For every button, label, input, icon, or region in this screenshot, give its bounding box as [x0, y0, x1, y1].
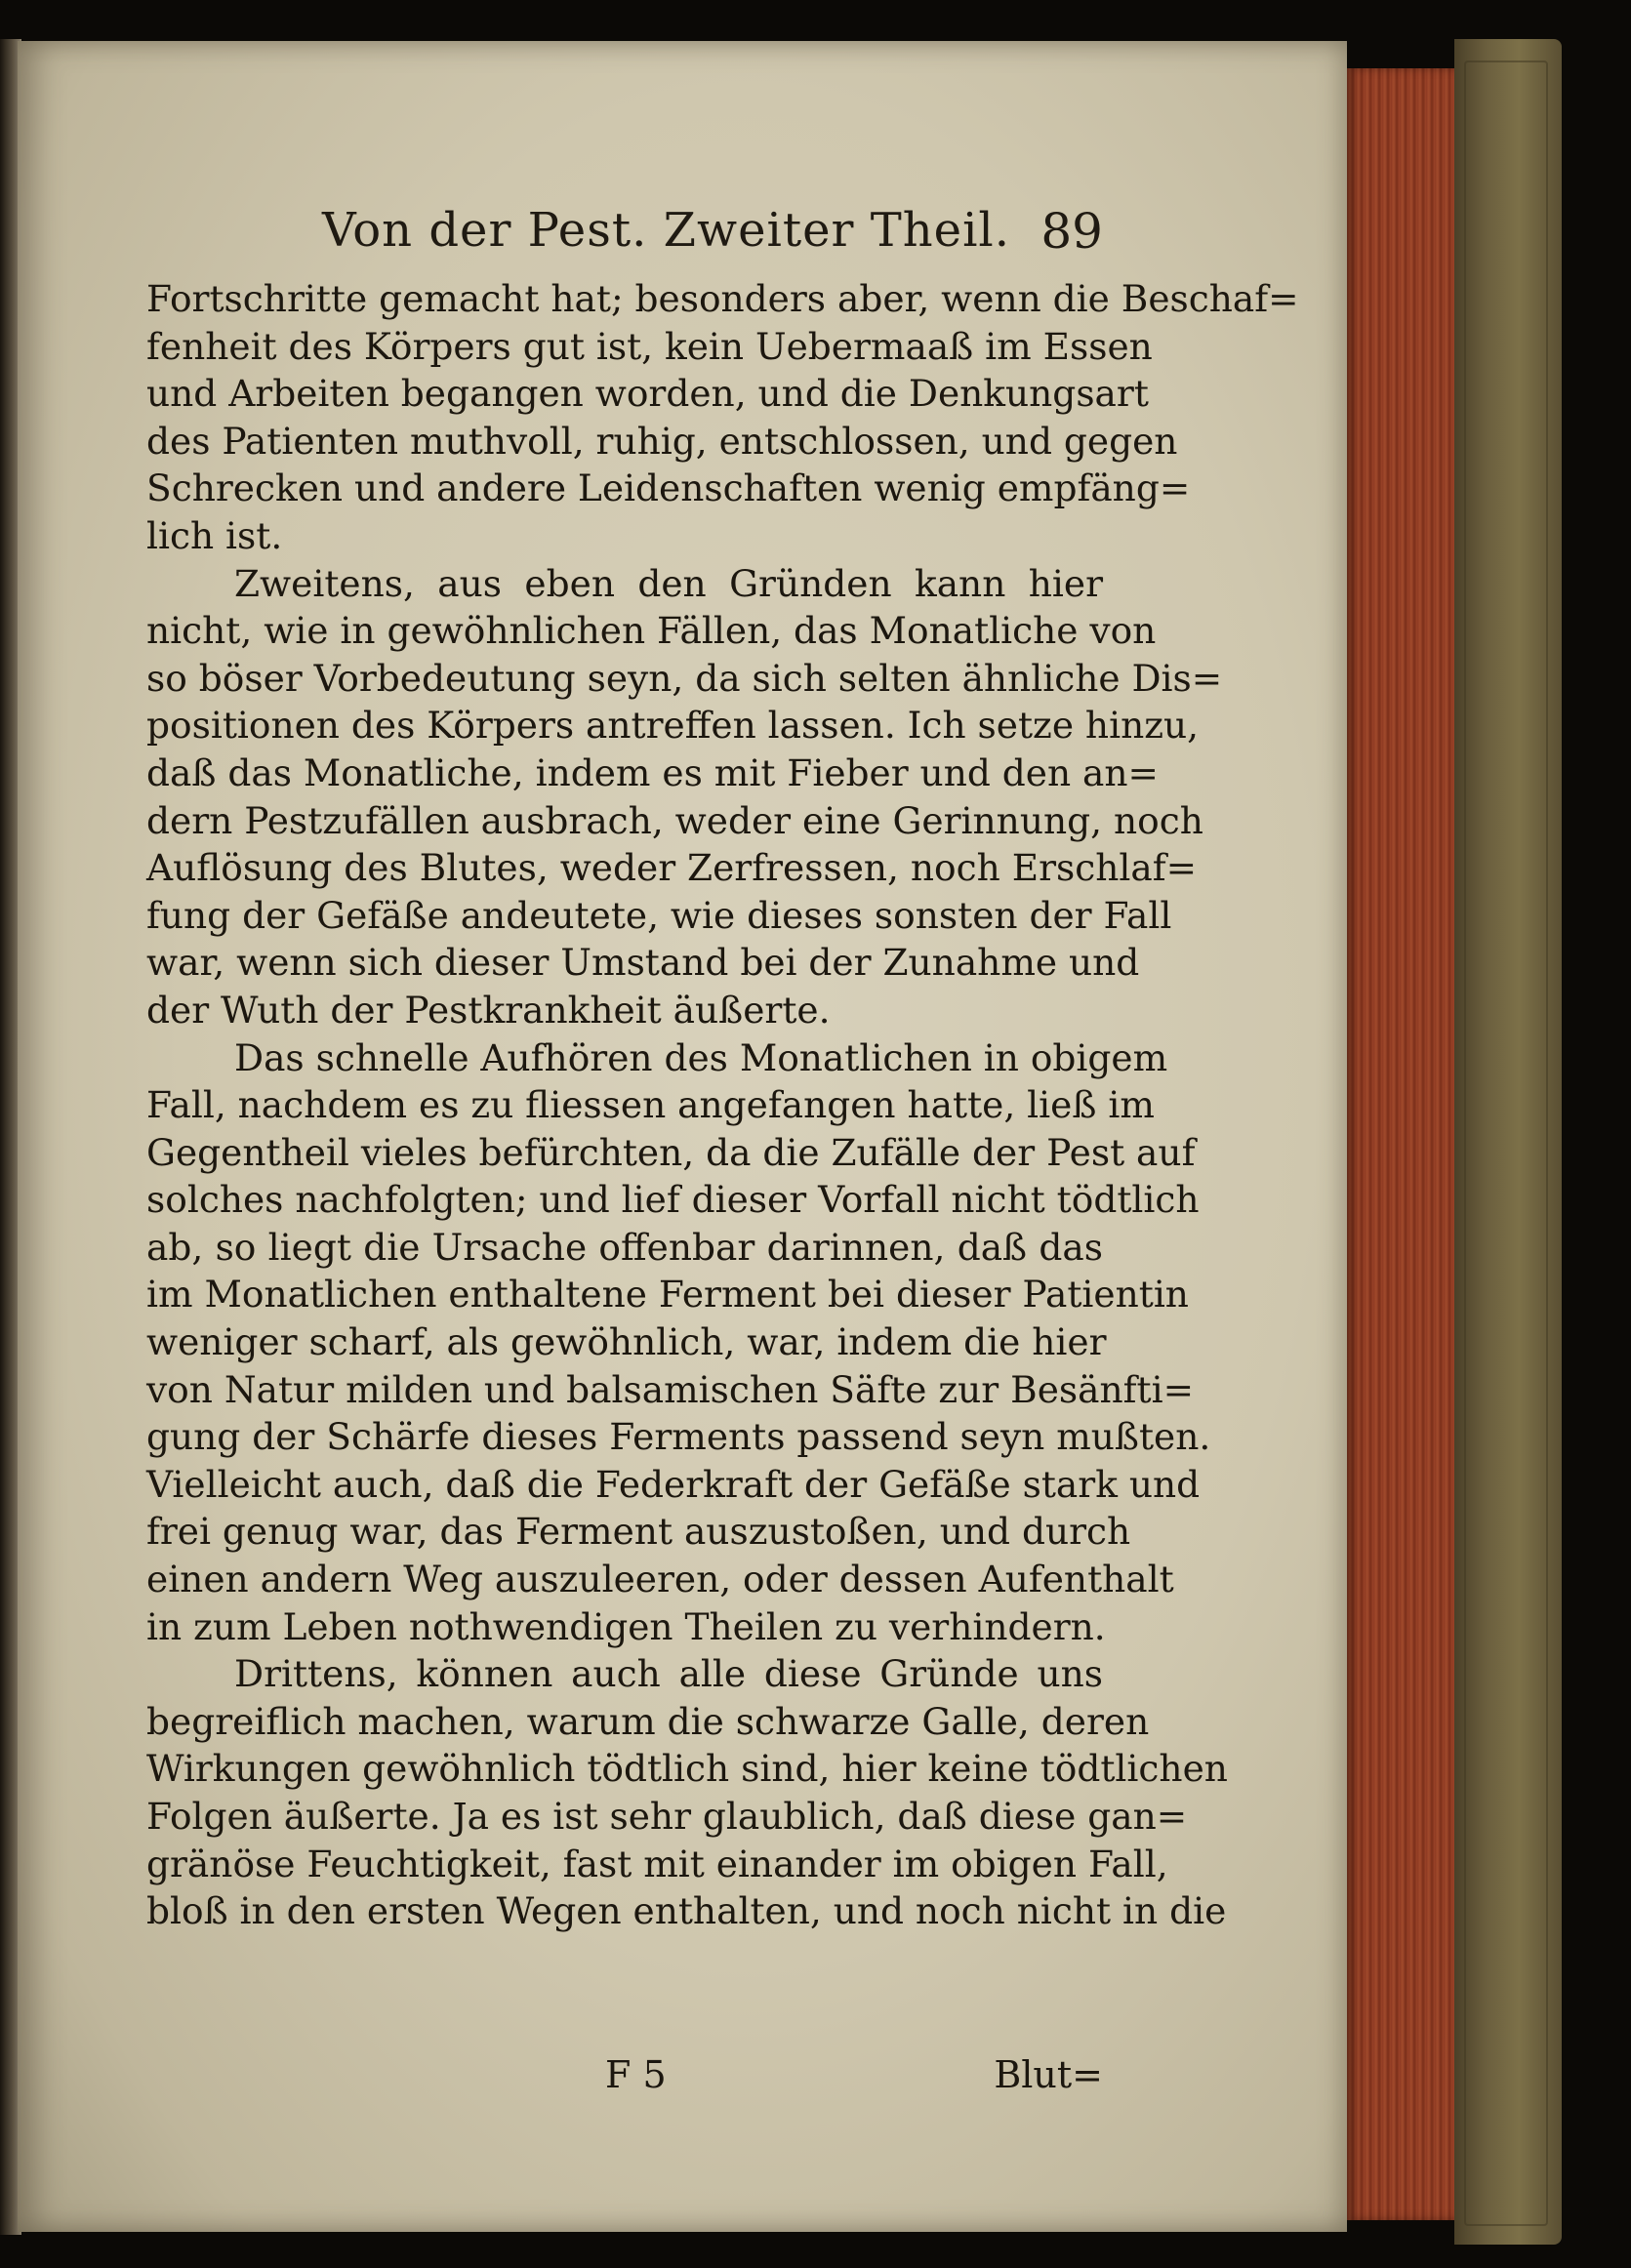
text-line: Fortschritte gemacht hat; besonders aber, wenn die Beschaf= — [146, 277, 1299, 320]
page-header — [322, 195, 1103, 273]
page-number: 89 — [1040, 203, 1103, 260]
text-line: gränöse Feuchtigkeit, fast mit einander im obigen Fall, — [146, 1842, 1168, 1885]
text-line: bloß in den ersten Wegen enthalten, und noch nicht in die — [146, 1889, 1227, 1933]
text-line: fung der Gefäße andeutete, wie dieses sonsten der Fall — [146, 893, 1172, 937]
text-line: so böser Vorbedeutung seyn, da sich selten ähnliche Dis= — [146, 656, 1223, 700]
text-line: Auflösung des Blutes, weder Zerfressen, noch Erschlaf= — [146, 846, 1198, 890]
text-line: war, wenn sich dieser Umstand bei der Zunahme und — [146, 941, 1140, 985]
running-title: Von der Pest. Zweiter Theil. — [322, 203, 1011, 258]
text-line: lich ist. — [146, 513, 283, 557]
body-text — [146, 275, 1299, 1935]
text-line: und Arbeiten begangen worden, und die Denkungsart — [146, 372, 1149, 416]
text-line: Schrecken und andere Leidenschaften wenig empfäng= — [146, 466, 1191, 510]
text-line: weniger scharf, als gewöhnlich, war, indem die hier — [146, 1320, 1107, 1364]
text-line: einen andern Weg auszuleeren, oder dessen Aufenthalt — [146, 1558, 1174, 1601]
text-line: dern Pestzufällen ausbrach, weder eine Gerinnung, noch — [146, 798, 1203, 842]
text-line: positionen des Körpers antreffen lassen. Ich setze hinzu, — [146, 704, 1200, 748]
text-line: fenheit des Körpers gut ist, kein Uebermaaß im Essen — [146, 324, 1153, 368]
text-line: solches nachfolgten; und lief dieser Vorfall nicht tödtlich — [146, 1178, 1200, 1222]
text-line: Folgen äußerte. Ja es ist sehr glaublich, daß diese gan= — [146, 1795, 1188, 1838]
text-line: Fall, nachdem es zu fliessen angefangen hatte, ließ im — [146, 1083, 1155, 1127]
text-line: nicht, wie in gewöhnlichen Fällen, das Monatliche von — [146, 609, 1157, 653]
page-fore-edge — [1347, 68, 1462, 2220]
text-line: frei genug war, das Ferment auszustoßen, und durch — [146, 1510, 1131, 1554]
text-line: ab, so liegt die Ursache offenbar darinnen, daß das — [146, 1225, 1103, 1269]
signature-mark: F 5 — [605, 2053, 667, 2096]
text-line: der Wuth der Pestkrankheit äußerte. — [146, 988, 831, 1032]
page-footer — [146, 2053, 1103, 2112]
text-line: daß das Monatliche, indem es mit Fieber und den an= — [146, 750, 1159, 794]
text-line: in zum Leben nothwendigen Theilen zu verhindern. — [146, 1604, 1106, 1648]
cover-border — [1464, 61, 1548, 2226]
text-line: Drittens, können auch alle diese Gründe uns — [234, 1652, 1103, 1696]
text-line: Vielleicht auch, daß die Federkraft der Gefäße stark und — [146, 1462, 1201, 1506]
text-line: im Monatlichen enthaltene Ferment bei dieser Patientin — [146, 1273, 1189, 1316]
text-line: von Natur milden und balsamischen Säfte zur Besänfti= — [146, 1367, 1195, 1411]
text-line: Gegentheil vieles befürchten, da die Zufälle der Pest auf — [146, 1130, 1196, 1174]
catchword: Blut= — [994, 2053, 1103, 2096]
text-line: begreiflich machen, warum die schwarze Galle, deren — [146, 1699, 1150, 1743]
text-line: Zweitens, aus eben den Gründen kann hier — [234, 561, 1103, 605]
text-line: Wirkungen gewöhnlich tödtlich sind, hier keine tödtlichen — [146, 1747, 1228, 1791]
text-line: gung der Schärfe dieses Ferments passend seyn mußten. — [146, 1415, 1211, 1459]
text-line: des Patienten muthvoll, ruhig, entschlossen, und gegen — [146, 419, 1178, 463]
text-line: Das schnelle Aufhören des Monatlichen in obigem — [234, 1035, 1168, 1079]
